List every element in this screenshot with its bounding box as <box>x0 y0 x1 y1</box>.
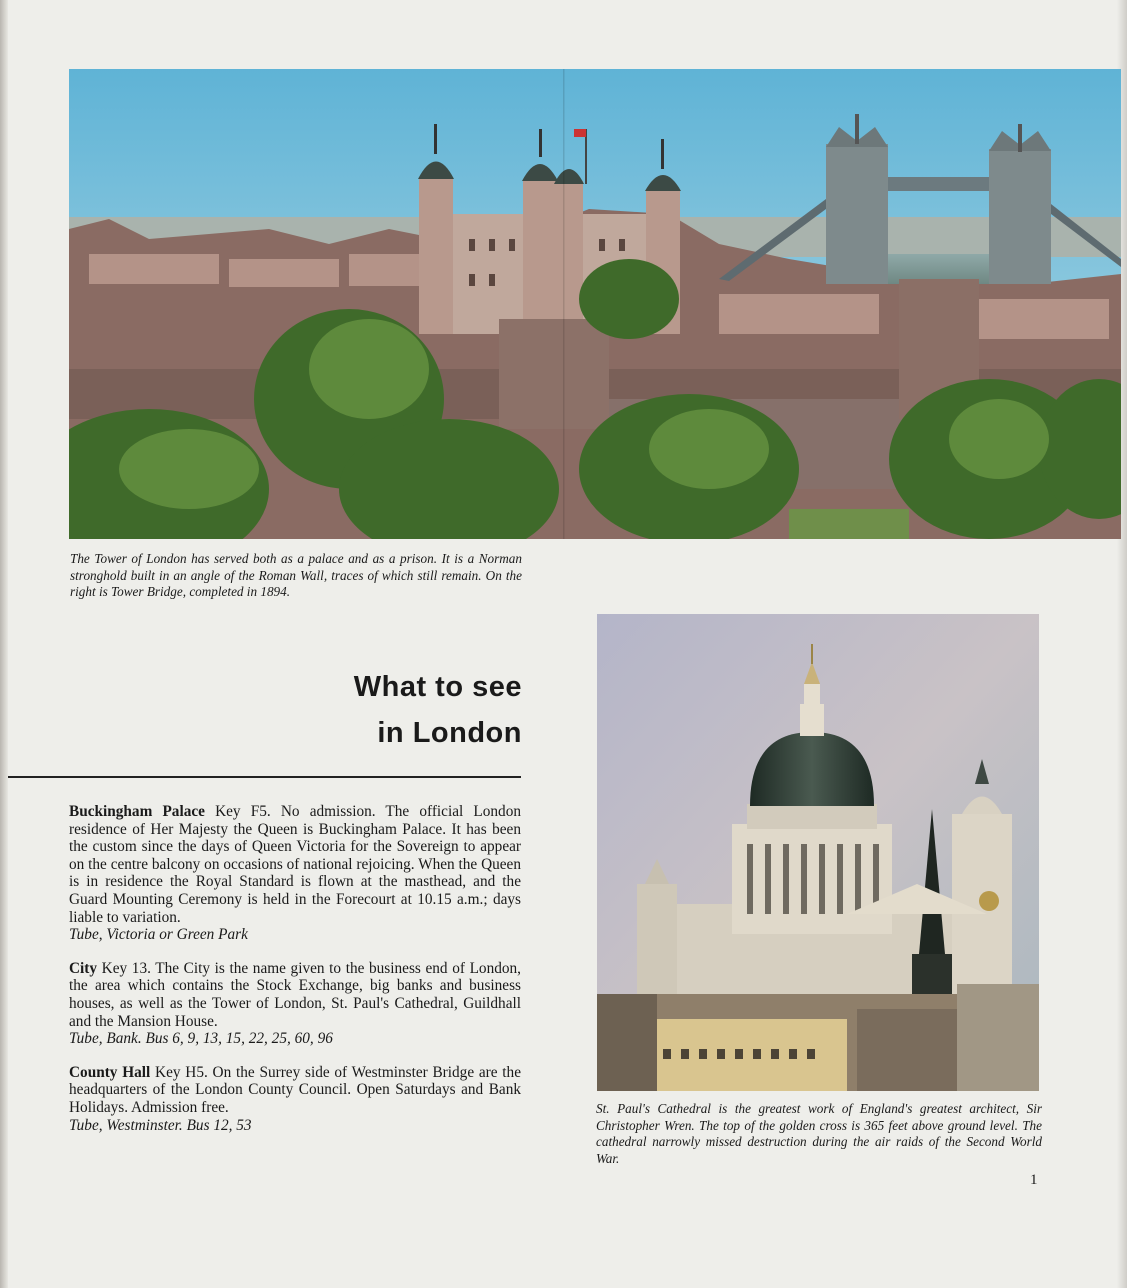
st-pauls-cathedral-photo <box>597 614 1039 1091</box>
entry-buckingham-palace <box>69 803 521 944</box>
tower-of-london-photo <box>69 69 1121 539</box>
page-edge-left <box>0 0 8 1288</box>
page-title-line-1: What to see <box>353 671 522 703</box>
entry-name: City <box>69 959 98 977</box>
heading-divider <box>8 776 521 778</box>
entry-transport: Tube, Westminster. Bus 12, 53 <box>69 1116 252 1134</box>
attractions-list <box>69 803 521 1150</box>
page-title <box>270 664 522 756</box>
entry-transport: Tube, Bank. Bus 6, 9, 13, 15, 22, 25, 60, 96 <box>69 1030 333 1048</box>
entry-text: Key F5. No admission. The official London residence of Her Majesty the Queen is Buckingham Palace. It has been the custom since the days of Queen Victoria for the Sovereign to appear on the centre balcony on occasions of national rejoicing. When the Queen is in residence the Royal Standard is flown at the masthead, and the Guard Mounting Ceremony is held in the Forecourt at 10.15 a.m.; days liable to variation. <box>69 803 521 926</box>
entry-name: Buckingham Palace <box>69 803 205 820</box>
entry-text: Key H5. On the Surrey side of Westminster Bridge are the headquarters of the London County Council. Open Saturdays and Bank Holidays. Admission free. <box>69 1063 521 1116</box>
entry-name: County Hall <box>69 1063 151 1081</box>
entry-county-hall <box>69 1064 521 1134</box>
page-title-line-2: in London <box>377 717 522 749</box>
tower-photo-caption: The Tower of London has served both as a palace and as a prison. It is a Norman stronghold built in an angle of the Roman Wall, traces of which still remain. On the right is Tower Bridge, completed in 1894. <box>70 551 522 599</box>
entry-description <box>69 1064 521 1117</box>
st-pauls-photo-caption: St. Paul's Cathedral is the greatest work of England's greatest architect, Sir Christopher Wren. The top of the golden cross is 365 feet above ground level. The cathedral narrowly missed destruction during the air raids of the Second World War. <box>596 1101 1042 1166</box>
entry-description <box>69 960 521 1030</box>
entry-description <box>69 803 521 926</box>
entry-text: Key 13. The City is the name given to the business end of London, the area which contains the Stock Exchange, big banks and business houses, as well as the Tower of London, St. Paul's Cathedral, Guildhall and the Mansion House. <box>69 959 521 1030</box>
page-number: 1 <box>1030 1172 1038 1188</box>
entry-city <box>69 960 521 1048</box>
entry-transport: Tube, Victoria or Green Park <box>69 926 248 944</box>
